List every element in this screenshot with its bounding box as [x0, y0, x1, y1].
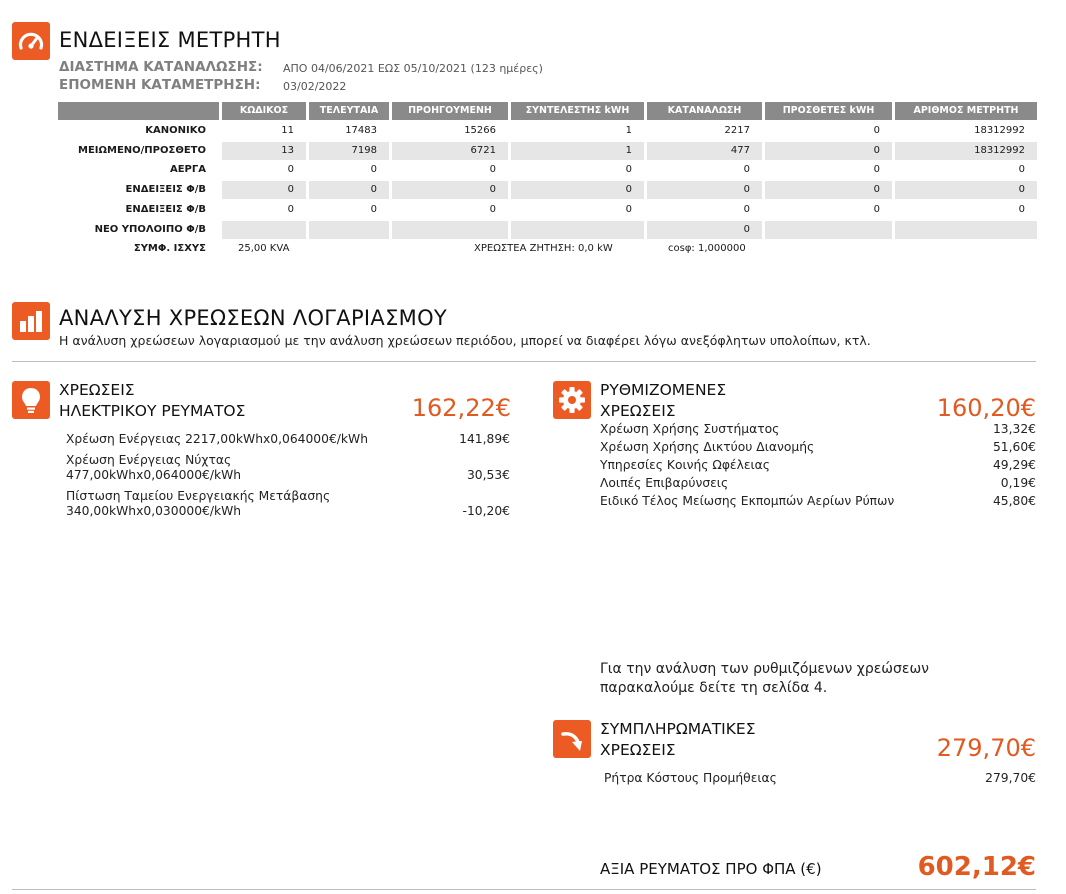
charge-line-label: Υπηρεσίες Κοινής Ωφέλειας	[600, 458, 770, 472]
cos-phi: cosφ: 1,000000	[668, 243, 746, 254]
table-cell: 0	[625, 164, 632, 175]
table-header-cell: ΤΕΛΕΥΤΑΙΑ	[309, 102, 389, 120]
contract-power-value: 25,00 KVA	[238, 243, 290, 254]
table-cell	[222, 221, 306, 239]
table-row-label: ΕΝΔΕΙΞΕΙΣ Φ/Β	[125, 204, 206, 215]
table-cell: 11	[281, 125, 294, 136]
analysis-subtitle: Η ανάλυση χρεώσεων λογαριασμού με την ανάλυση χρεώσεων περιόδου, μπορεί να διαφέρει λόγω ανεξόφλητων υπολοίπων, κτλ.	[59, 333, 871, 348]
charge-line-amount: -10,20€	[462, 504, 510, 518]
charge-line-amount: 45,80€	[992, 494, 1036, 508]
charge-line-label: Πίστωση Ταμείου Ενεργειακής Μετάβασης	[66, 489, 331, 503]
table-cell: 0	[647, 221, 762, 239]
regulated-charges-total: 160,20€	[936, 394, 1036, 422]
regulated-charges-title-line1: ΡΥΘΜΙΖΟΜΕΝΕΣ	[600, 381, 727, 399]
charge-line-amount: 141,89€	[459, 432, 510, 446]
table-cell: 2217	[724, 125, 750, 136]
table-row-label: ΑΕΡΓΑ	[169, 164, 206, 175]
next-reading-label: ΕΠΟΜΕΝΗ ΚΑΤΑΜΕΤΡΗΣΗ:	[59, 77, 261, 93]
table-cell: 0	[1018, 164, 1025, 175]
electricity-charges-title-line1: ΧΡΕΩΣΕΙΣ	[59, 381, 135, 399]
consumption-period-value: ΑΠΟ 04/06/2021 ΕΩΣ 05/10/2021 (123 ημέρες)	[283, 62, 543, 75]
table-cell: 1	[511, 142, 644, 160]
charge-line-label: Χρέωση Χρήσης Συστήματος	[600, 422, 780, 436]
table-cell: 0	[765, 181, 892, 199]
table-row-label: ΜΕΙΩΜΕΝΟ/ΠΡΟΣΘΕΤΟ	[78, 145, 206, 156]
table-cell: 0	[370, 204, 377, 215]
table-cell: 0	[625, 204, 632, 215]
table-cell: 0	[287, 204, 294, 215]
table-cell: 1	[625, 125, 632, 136]
table-cell: 0	[287, 164, 294, 175]
table-cell: 6721	[392, 142, 508, 160]
table-cell: 0	[222, 181, 306, 199]
table-header-cell: ΠΡΟΗΓΟΥΜΕΝΗ	[392, 102, 508, 120]
table-header-blank	[58, 102, 219, 120]
charge-line-label: Χρέωση Ενέργειας Νύχτας	[66, 453, 232, 467]
table-cell: 15266	[464, 125, 496, 136]
table-cell: 17483	[345, 125, 377, 136]
table-cell: 0	[1018, 204, 1025, 215]
charge-line-amount: 49,29€	[992, 458, 1036, 472]
supplementary-charges-title-line1: ΣΥΜΠΛΗΡΩΜΑΤΙΚΕΣ	[600, 720, 756, 738]
supplementary-charges-title-line2: ΧΡΕΩΣΕΙΣ	[600, 741, 676, 759]
table-cell: 7198	[309, 142, 389, 160]
table-header-cell: ΚΑΤΑΝΑΛΩΣΗ	[647, 102, 762, 120]
table-cell: 0	[873, 125, 880, 136]
charge-line-amount: 279,70€	[985, 771, 1036, 785]
table-cell: 0	[743, 164, 750, 175]
charge-line-amount: 13,32€	[992, 422, 1036, 436]
table-cell: 0	[511, 181, 644, 199]
table-cell	[511, 221, 644, 239]
regulated-charges-title-line2: ΧΡΕΩΣΕΙΣ	[600, 402, 676, 420]
table-cell: 0	[743, 204, 750, 215]
electricity-charges-title-line2: ΗΛΕΚΤΡΙΚΟΥ ΡΕΥΜΑΤΟΣ	[59, 402, 246, 420]
regulated-note-line2: παρακαλούμε δείτε τη σελίδα 4.	[600, 680, 828, 696]
charge-line-amount: 51,60€	[992, 440, 1036, 454]
table-cell: 13	[222, 142, 306, 160]
table-cell	[309, 221, 389, 239]
table-row-label: ΝΕΟ ΥΠΟΛΟΙΠΟ Φ/Β	[94, 224, 206, 235]
charge-line-label: 340,00kWhx0,030000€/kWh	[66, 504, 242, 518]
charge-line-label: Λοιπές Επιβαρύνσεις	[600, 476, 729, 490]
charge-line-amount: 30,53€	[466, 468, 510, 482]
gear-icon	[553, 381, 591, 419]
section-divider	[12, 361, 1036, 362]
table-cell: 0	[489, 204, 496, 215]
contract-power-label: ΣΥΜΦ. ΙΣΧΥΣ	[133, 243, 206, 254]
table-cell: 18312992	[895, 142, 1037, 160]
grand-total-value: 602,12€	[917, 852, 1036, 882]
bar-chart-icon	[12, 302, 50, 340]
next-reading-value: 03/02/2022	[283, 80, 347, 93]
consumption-period-label: ΔΙΑΣΤΗΜΑ ΚΑΤΑΝΑΛΩΣΗΣ:	[59, 59, 263, 75]
table-cell	[895, 221, 1037, 239]
bottom-divider	[12, 889, 1036, 890]
table-cell: 477	[647, 142, 762, 160]
lightbulb-icon	[12, 381, 50, 419]
table-cell: 0	[647, 181, 762, 199]
table-header-cell: ΚΩΔΙΚΟΣ	[222, 102, 306, 120]
table-cell: 18312992	[974, 125, 1025, 136]
regulated-note-line1: Για την ανάλυση των ρυθμιζόμενων χρεώσεων	[600, 661, 929, 677]
table-cell	[765, 221, 892, 239]
analysis-section-title: ΑΝΑΛΥΣΗ ΧΡΕΩΣΕΩΝ ΛΟΓΑΡΙΑΣΜΟΥ	[59, 306, 448, 330]
meter-section-title: ΕΝΔΕΙΞΕΙΣ ΜΕΤΡΗΤΗ	[59, 28, 281, 52]
table-cell: 0	[489, 164, 496, 175]
table-cell: 0	[392, 181, 508, 199]
table-row-label: ΕΝΔΕΙΞΕΙΣ Φ/Β	[125, 184, 206, 195]
chargeable-demand: ΧΡΕΩΣΤΕΑ ΖΗΤΗΣΗ: 0,0 kW	[474, 243, 613, 254]
supplementary-charges-total: 279,70€	[936, 734, 1036, 762]
table-cell: 0	[309, 181, 389, 199]
table-cell: 0	[873, 164, 880, 175]
table-cell: 0	[895, 181, 1037, 199]
table-header-cell: ΣΥΝΤΕΛΕΣΤΗΣ kWH	[511, 102, 644, 120]
table-row-label: ΚΑΝΟΝΙΚΟ	[145, 125, 206, 136]
table-header-cell: ΑΡΙΘΜΟΣ ΜΕΤΡΗΤΗ	[895, 102, 1037, 120]
table-header-cell: ΠΡΟΣΘΕΤΕΣ kWH	[765, 102, 892, 120]
charge-line-label: Χρέωση Ενέργειας 2217,00kWhx0,064000€/kWh	[66, 432, 368, 446]
table-cell: 0	[370, 164, 377, 175]
table-cell	[392, 221, 508, 239]
table-cell: 0	[873, 204, 880, 215]
arrow-curve-icon	[553, 720, 591, 758]
grand-total-label: ΑΞΙΑ ΡΕΥΜΑΤΟΣ ΠΡΟ ΦΠΑ (€)	[600, 860, 822, 878]
charge-line-label: 477,00kWhx0,064000€/kWh	[66, 468, 242, 482]
gauge-icon	[12, 22, 50, 60]
charge-line-label: Χρέωση Χρήσης Δικτύου Διανομής	[600, 440, 815, 454]
charge-line-amount: 0,19€	[1000, 476, 1036, 490]
charge-line-label: Ειδικό Τέλος Μείωσης Εκπομπών Αερίων Ρύπων	[600, 494, 895, 508]
electricity-charges-total: 162,22€	[411, 394, 511, 422]
charge-line-label: Ρήτρα Κόστους Προμήθειας	[604, 771, 777, 785]
table-cell: 0	[765, 142, 892, 160]
